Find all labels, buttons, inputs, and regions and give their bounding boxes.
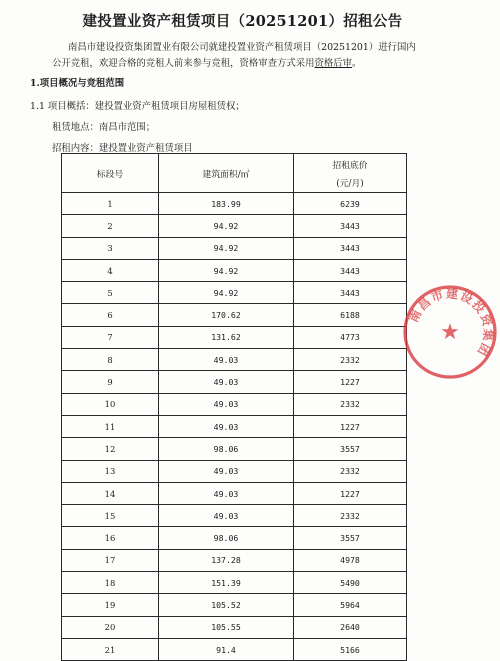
lot-cell: 1	[62, 193, 159, 215]
table-row	[62, 349, 407, 371]
price-cell: 6239	[294, 193, 407, 215]
lots-table	[61, 153, 407, 661]
project-summary: 1.1 项目概括：建投置业资产租赁项目房屋租赁权；	[30, 101, 245, 112]
seal-rim-path: 南昌市建设投资集团	[406, 286, 496, 360]
lot-cell: 17	[62, 549, 159, 571]
qualification-review-underlined: 资格后审	[314, 58, 353, 69]
lot-cell: 21	[62, 638, 159, 660]
price-cell: 3443	[294, 215, 407, 237]
table-row	[62, 371, 407, 393]
lot-cell: 18	[62, 572, 159, 594]
table-row	[62, 482, 407, 504]
header-price	[294, 154, 407, 193]
section-heading: 1.项目概况与竞租范围	[30, 78, 125, 89]
intro-paragraph	[52, 40, 462, 72]
intro-line-1: 南昌市建设投资集团置业有限公司就建投置业资产租赁项目（20251201）进行国内	[68, 42, 416, 53]
table-row	[62, 282, 407, 304]
lot-cell: 13	[62, 460, 159, 482]
intro-line-2-text: 公开竞租，欢迎合格的竞租人前来参与竞租，资格审查方式采用	[52, 58, 315, 69]
price-cell: 2332	[294, 505, 407, 527]
lot-cell: 6	[62, 304, 159, 326]
area-cell: 94.92	[159, 282, 294, 304]
lot-cell: 2	[62, 215, 159, 237]
lot-cell: 7	[62, 326, 159, 348]
lease-location: 租赁地点：南昌市范围；	[52, 122, 156, 133]
price-cell: 3443	[294, 259, 407, 281]
price-cell: 1227	[294, 415, 407, 437]
area-cell: 98.06	[159, 438, 294, 460]
seal-graphic	[405, 286, 496, 377]
seal-star-icon: ★	[440, 320, 460, 345]
area-cell: 49.03	[159, 482, 294, 504]
price-cell: 2332	[294, 460, 407, 482]
price-cell: 2332	[294, 393, 407, 415]
table-row	[62, 616, 407, 638]
table-row	[62, 193, 407, 215]
table-row	[62, 237, 407, 259]
price-cell: 3443	[294, 282, 407, 304]
page-title: 建投置业资产租赁项目（20251201）招租公告	[82, 13, 403, 30]
lot-cell: 19	[62, 594, 159, 616]
area-cell: 183.99	[159, 193, 294, 215]
price-cell: 4978	[294, 549, 407, 571]
area-cell: 49.03	[159, 393, 294, 415]
lot-cell: 5	[62, 282, 159, 304]
lot-cell: 11	[62, 415, 159, 437]
lot-cell: 15	[62, 505, 159, 527]
price-cell: 1227	[294, 482, 407, 504]
lot-cell: 16	[62, 527, 159, 549]
table-row	[62, 215, 407, 237]
price-cell: 5964	[294, 594, 407, 616]
area-cell: 105.55	[159, 616, 294, 638]
area-cell: 151.39	[159, 572, 294, 594]
area-cell: 49.03	[159, 460, 294, 482]
table-row	[62, 572, 407, 594]
table-row	[62, 460, 407, 482]
header-price-line2: (元/月)	[336, 178, 364, 189]
price-cell: 5166	[294, 638, 407, 660]
official-seal	[400, 282, 500, 382]
price-cell: 3557	[294, 527, 407, 549]
table-row	[62, 549, 407, 571]
lot-cell: 12	[62, 438, 159, 460]
area-cell: 91.4	[159, 638, 294, 660]
price-cell: 4773	[294, 326, 407, 348]
price-cell: 1227	[294, 371, 407, 393]
intro-line-2-end: 。	[352, 58, 362, 69]
area-cell: 137.28	[159, 549, 294, 571]
lot-cell: 3	[62, 237, 159, 259]
area-cell: 94.92	[159, 259, 294, 281]
lease-content: 招租内容：建投置业资产租赁项目	[52, 143, 193, 154]
lot-cell: 4	[62, 259, 159, 281]
area-cell: 94.92	[159, 237, 294, 259]
area-cell: 49.03	[159, 371, 294, 393]
lot-cell: 10	[62, 393, 159, 415]
table-header	[62, 154, 407, 193]
area-cell: 131.62	[159, 326, 294, 348]
lot-cell: 20	[62, 616, 159, 638]
table-row	[62, 326, 407, 348]
lot-cell: 8	[62, 349, 159, 371]
area-cell: 49.03	[159, 415, 294, 437]
area-cell: 98.06	[159, 527, 294, 549]
table-row	[62, 505, 407, 527]
area-cell: 49.03	[159, 505, 294, 527]
price-cell: 2640	[294, 616, 407, 638]
price-cell: 5490	[294, 572, 407, 594]
table-row	[62, 393, 407, 415]
table-row	[62, 438, 407, 460]
table-body	[62, 193, 407, 661]
header-lot: 标段号	[62, 154, 159, 193]
lot-cell: 14	[62, 482, 159, 504]
price-cell: 2332	[294, 349, 407, 371]
price-cell: 6188	[294, 304, 407, 326]
header-area: 建筑面积/㎡	[159, 154, 294, 193]
area-cell: 105.52	[159, 594, 294, 616]
area-cell: 49.03	[159, 349, 294, 371]
area-cell: 170.62	[159, 304, 294, 326]
table-row	[62, 259, 407, 281]
table-row	[62, 527, 407, 549]
header-price-line1: 招租底价	[332, 160, 368, 171]
table-row	[62, 304, 407, 326]
table-row	[62, 415, 407, 437]
lot-cell: 9	[62, 371, 159, 393]
intro-line-2	[52, 56, 462, 72]
table-row	[62, 638, 407, 660]
table-row	[62, 594, 407, 616]
price-cell: 3557	[294, 438, 407, 460]
area-cell: 94.92	[159, 215, 294, 237]
price-cell: 3443	[294, 237, 407, 259]
